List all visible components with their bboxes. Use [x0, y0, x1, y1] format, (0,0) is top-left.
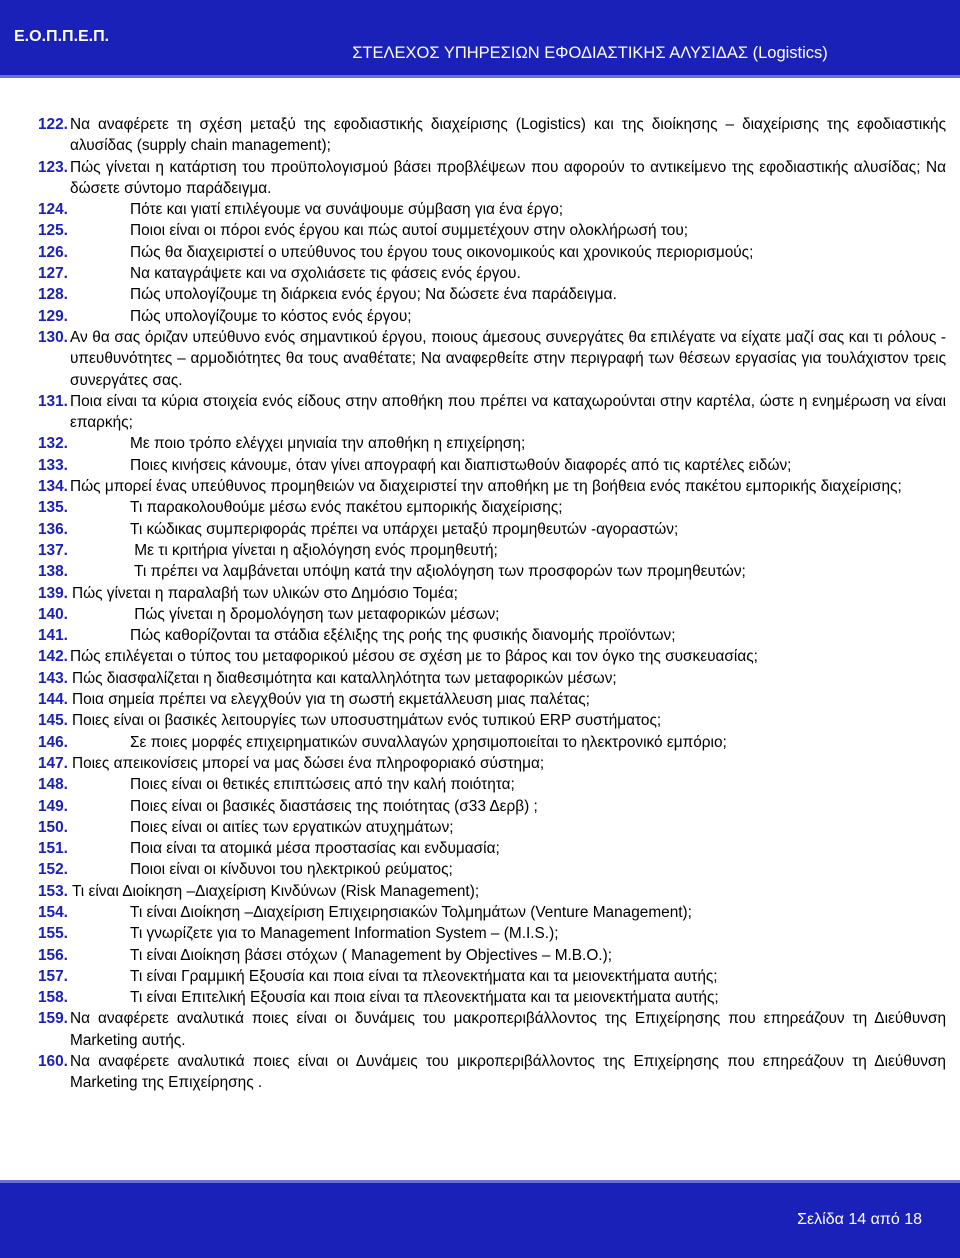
question-number: 159.	[38, 1010, 68, 1028]
question-number: 135.	[38, 499, 68, 517]
question-item	[38, 923, 946, 944]
question-item	[38, 497, 946, 518]
question-item	[38, 945, 946, 966]
question-number: 158.	[38, 989, 68, 1007]
question-item	[38, 263, 946, 284]
question-item	[38, 519, 946, 540]
question-text: Με ποιο τρόπο ελέγχει μηνιαία την αποθήκη η επιχείρηση;	[130, 435, 526, 453]
question-text: Τι γνωρίζετε για το Management Information System – (M.I.S.);	[130, 925, 559, 943]
question-text: Ποια είναι τα ατομικά μέσα προστασίας και ενδυμασία;	[130, 840, 500, 858]
question-item	[38, 987, 946, 1008]
question-number: 136.	[38, 520, 68, 538]
question-number: 133.	[38, 456, 68, 474]
question-number: 153.	[38, 882, 68, 900]
question-text: Ποιες είναι οι αιτίες των εργατικών ατυχημάτων;	[130, 818, 454, 836]
question-item	[38, 625, 946, 646]
footer-bar	[0, 1180, 960, 1258]
question-item	[38, 114, 946, 157]
question-item	[38, 668, 946, 689]
question-number: 151.	[38, 840, 68, 858]
question-item	[38, 881, 946, 902]
question-number: 148.	[38, 776, 68, 794]
question-text: Τι είναι Διοίκηση βάσει στόχων ( Management by Objectives – M.B.O.);	[130, 946, 612, 964]
question-number: 138.	[38, 563, 68, 581]
question-number: 130.	[38, 328, 68, 346]
question-item	[38, 199, 946, 220]
question-number: 145.	[38, 712, 68, 730]
question-text: Πώς επιλέγεται ο τύπος του μεταφορικού μέσου σε σχέση με το βάρος και τον όγκο της συσκευασίας;	[70, 648, 758, 666]
question-text: Ποια σημεία πρέπει να ελεγχθούν για τη σωστή εκμετάλλευση μιας παλέτας;	[71, 691, 590, 709]
question-text: Να αναφέρετε αναλυτικά ποιες είναι οι Δυνάμεις του μικροπεριβάλλοντος της Επιχείρησης που επηρεάζουν τη Διεύθυνση Marketing της Επιχείρησης .	[70, 1053, 946, 1092]
question-item	[38, 689, 946, 710]
question-number: 128.	[38, 286, 68, 304]
question-item	[38, 604, 946, 625]
header-bar	[0, 0, 960, 78]
question-text: Να αναφέρετε αναλυτικά ποιες είναι οι δυνάμεις του μακροπεριβάλλοντος της Επιχείρησης που επηρεάζουν τη Διεύθυνση Marketing αυτής.	[70, 1010, 946, 1049]
question-number: 150.	[38, 818, 68, 836]
question-text: Τι είναι Διοίκηση –Διαχείριση Κινδύνων (Risk Management);	[71, 882, 480, 900]
question-item	[38, 1008, 946, 1051]
question-item	[38, 433, 946, 454]
question-text: Να καταγράψετε και να σχολιάσετε τις φάσεις ενός έργου.	[130, 265, 521, 283]
question-number: 160.	[38, 1053, 68, 1071]
question-item	[38, 391, 946, 434]
question-item	[38, 966, 946, 987]
question-text: Να αναφέρετε τη σχέση μεταξύ της εφοδιαστικής διαχείρισης (Logistics) και της διοίκησης – διαχείρισης της εφοδιαστικής αλυσίδας (supply chain management);	[70, 116, 946, 155]
question-text: Ποιες είναι οι βασικές διαστάσεις της ποιότητας (σ33 Δερβ) ;	[130, 797, 538, 815]
question-text: Τι είναι Διοίκηση –Διαχείριση Επιχειρησιακών Τολμημάτων (Venture Management);	[130, 903, 692, 921]
question-number: 132.	[38, 435, 68, 453]
question-text: Πώς υπολογίζουμε το κόστος ενός έργου;	[130, 307, 412, 325]
question-number: 127.	[38, 265, 68, 283]
question-text: Πώς γίνεται η δρομολόγηση των μεταφορικών μέσων;	[130, 605, 500, 623]
question-number: 149.	[38, 797, 68, 815]
question-item	[38, 774, 946, 795]
page-number: Σελίδα 14 από 18	[797, 1211, 922, 1228]
question-number: 134.	[38, 478, 68, 496]
question-item	[38, 646, 946, 667]
question-number: 137.	[38, 541, 68, 559]
question-text: Πώς καθορίζονται τα στάδια εξέλιξης της ροής της φυσικής διανομής προϊόντων;	[130, 627, 676, 645]
question-number: 140.	[38, 605, 68, 623]
question-item	[38, 540, 946, 561]
question-number: 144.	[38, 691, 68, 709]
question-text: Σε ποιες μορφές επιχειρηματικών συναλλαγών χρησιμοποιείται το ηλεκτρονικό εμπόριο;	[130, 733, 727, 751]
question-number: 143.	[38, 669, 68, 687]
question-item	[38, 859, 946, 880]
question-item	[38, 476, 946, 497]
organization-name: Ε.Ο.Π.Π.Ε.Π.	[14, 28, 110, 45]
question-item	[38, 902, 946, 923]
question-item	[38, 157, 946, 200]
question-item	[38, 220, 946, 241]
question-text: Πώς υπολογίζουμε τη διάρκεια ενός έργου; Να δώσετε ένα παράδειγμα.	[130, 286, 617, 304]
question-number: 123.	[38, 158, 68, 176]
question-number: 141.	[38, 627, 68, 645]
question-list	[38, 114, 946, 1094]
question-number: 122.	[38, 116, 68, 133]
question-text: Πώς θα διαχειριστεί ο υπεύθυνος του έργου τους οικονομικούς και χρονικούς περιορισμούς;	[130, 243, 754, 261]
question-text: Πώς γίνεται η παραλαβή των υλικών στο Δημόσιο Τομέα;	[71, 584, 458, 602]
question-item	[38, 1051, 946, 1094]
question-text: Ποια είναι τα κύρια στοιχεία ενός είδους στην αποθήκη που πρέπει να καταχωρούνται στην καρτέλα, ώστε η ενημέρωση να είναι επαρκής;	[70, 392, 946, 432]
question-item	[38, 284, 946, 305]
question-item	[38, 732, 946, 753]
question-number: 131.	[38, 392, 68, 410]
question-number: 152.	[38, 861, 68, 879]
question-item	[38, 327, 946, 391]
question-number: 126.	[38, 243, 68, 261]
question-text: Ποιες είναι οι βασικές λειτουργίες των υποσυστημάτων ενός τυπικού ERP συστήματος;	[71, 712, 662, 730]
question-text: Ποιοι είναι οι κίνδυνοι του ηλεκτρικού ρεύματος;	[130, 861, 453, 879]
question-number: 157.	[38, 967, 68, 985]
question-item	[38, 710, 946, 731]
question-number: 147.	[38, 754, 68, 772]
question-text: Ποιοι είναι οι πόροι ενός έργου και πώς αυτοί συμμετέχουν στην ολοκλήρωσή του;	[130, 222, 689, 240]
question-item	[38, 817, 946, 838]
question-text: Τι είναι Επιτελική Εξουσία και ποια είναι τα πλεονεκτήματα και τα μειονεκτήματα αυτής;	[130, 989, 719, 1007]
question-text: Τι πρέπει να λαμβάνεται υπόψη κατά την αξιολόγηση των προσφορών των προμηθευτών;	[130, 563, 746, 581]
question-number: 155.	[38, 925, 68, 943]
question-number: 154.	[38, 903, 68, 921]
question-item	[38, 753, 946, 774]
question-number: 139.	[38, 584, 68, 602]
document-title: ΣΤΕΛΕΧΟΣ ΥΠΗΡΕΣΙΩΝ ΕΦΟΔΙΑΣΤΙΚΗΣ ΑΛΥΣΙΔΑΣ (Logistics)	[352, 44, 828, 62]
question-number: 124.	[38, 201, 68, 219]
question-number: 146.	[38, 733, 68, 751]
question-text: Τι παρακολουθούμε μέσω ενός πακέτου εμπορικής διαχείρισης;	[130, 499, 563, 517]
question-number: 125.	[38, 222, 68, 240]
question-text: Ποιες είναι οι θετικές επιπτώσεις από την καλή ποιότητα;	[130, 776, 515, 794]
question-text: Τι είναι Γραμμική Εξουσία και ποια είναι τα πλεονεκτήματα και τα μειονεκτήματα αυτής;	[130, 967, 718, 985]
question-text: Πώς διασφαλίζεται η διαθεσιμότητα και καταλληλότητα των μεταφορικών μέσων;	[71, 669, 617, 687]
question-item	[38, 306, 946, 327]
question-text: Πώς γίνεται η κατάρτιση του προϋπολογισμού βάσει προβλέψεων που αφορούν το αντικείμενο της εφοδιαστικής αλυσίδας; Να δώσετε σύντομο παράδειγμα.	[70, 158, 946, 197]
question-text: Ποιες απεικονίσεις μπορεί να μας δώσει ένα πληροφοριακό σύστημα;	[71, 754, 545, 772]
question-number: 156.	[38, 946, 68, 964]
question-text: Τι κώδικας συμπεριφοράς πρέπει να υπάρχει μεταξύ προμηθευτών -αγοραστών;	[130, 520, 679, 538]
question-item	[38, 796, 946, 817]
question-text: Πότε και γιατί επιλέγουμε να συνάψουμε σύμβαση για ένα έργο;	[130, 201, 564, 219]
question-text: Αν θα σας όριζαν υπεύθυνο ενός σημαντικού έργου, ποιους άμεσους συνεργάτες θα επιλέγατε να είχατε μαζί σας και τι ρόλους - υπευθυνότητες – αρμοδιότητες θα τους αναθέτατε; Να αναφερθείτε στην περιγραφή των θέσεων εργασίας για τουλάχιστον τρεις συνεργάτες σας.	[70, 328, 946, 389]
question-text: Ποιες κινήσεις κάνουμε, όταν γίνει απογραφή και διαπιστωθούν διαφορές από τις καρτέλες ειδών;	[130, 456, 792, 474]
question-item	[38, 455, 946, 476]
question-text: Πώς μπορεί ένας υπεύθυνος προμηθειών να διαχειριστεί την αποθήκη με τη βοήθεια ενός πακέτου εμπορικής διαχείρισης;	[70, 478, 902, 496]
question-item	[38, 583, 946, 604]
question-item	[38, 838, 946, 859]
question-item	[38, 242, 946, 263]
question-number: 142.	[38, 648, 68, 666]
question-item	[38, 561, 946, 582]
question-text: Με τι κριτήρια γίνεται η αξιολόγηση ενός προμηθευτή;	[130, 541, 498, 559]
question-number: 129.	[38, 307, 68, 325]
